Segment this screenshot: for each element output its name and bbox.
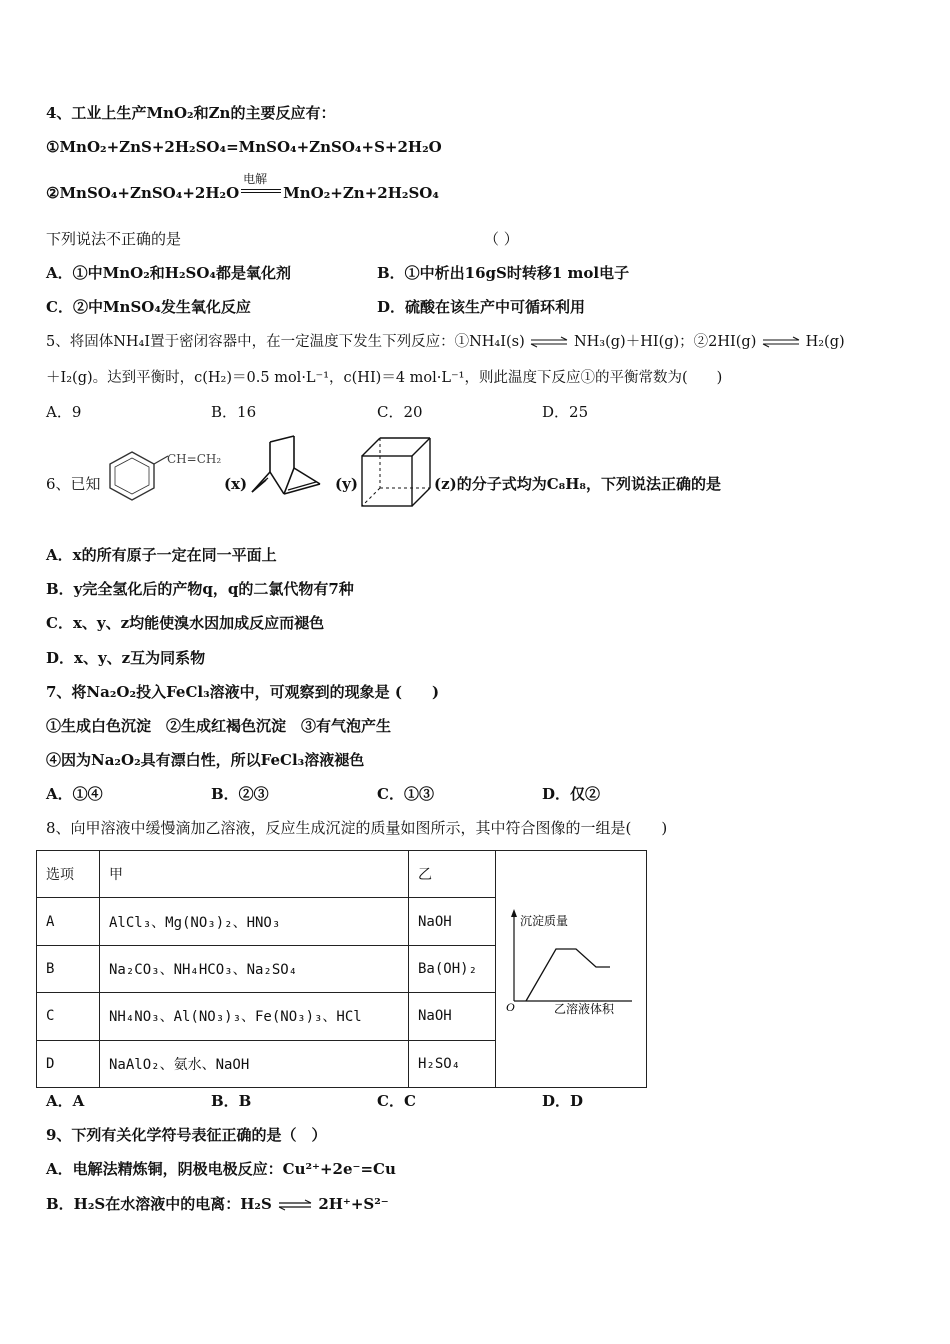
table-cell: B [37, 945, 100, 992]
q4-reaction-2 [46, 172, 439, 203]
q5-option-c: C．20 [377, 403, 423, 421]
table-cell: D [37, 1040, 100, 1087]
q6-option-a: A．x的所有原子一定在同一平面上 [46, 546, 277, 564]
q5-line-2: ＋I₂(g)。达到平衡时，c(H₂)＝0.5 mol·L⁻¹，c(HI)＝4 mol·L⁻¹，则此温度下反应①的平衡常数为( ) [46, 370, 723, 386]
electrolysis-arrow [239, 172, 283, 203]
precipitate-graph [496, 851, 646, 1087]
q4-reaction-2-right: MnO₂+Zn+2H₂SO₄ [283, 184, 439, 202]
q5-option-b: B．16 [211, 403, 257, 421]
cubane-structure-icon [356, 434, 436, 508]
barrelene-structure-icon [244, 432, 328, 500]
q6-option-d: D．x、y、z互为同系物 [46, 649, 206, 667]
table-header-row [37, 851, 647, 898]
q8-option-c: C．C [377, 1092, 416, 1110]
table-cell: H₂SO₄ [409, 1040, 496, 1087]
q4-option-a: A．①中MnO₂和H₂SO₄都是氧化剂 [46, 264, 291, 282]
graph-y-label: 沉淀质量 [520, 914, 569, 928]
table-header-cell: 甲 [100, 851, 409, 898]
styrene-vinyl-label: CH=CH₂ [167, 452, 222, 466]
table-cell: NaOH [409, 898, 496, 945]
table-cell: Na₂CO₃、NH₄HCO₃、Na₂SO₄ [100, 945, 409, 992]
q5-line-1a: 5、将固体NH₄I置于密闭容器中，在一定温度下发生下列反应：①NH₄I(s) [46, 334, 525, 350]
electrolysis-label: 电解 [243, 172, 268, 186]
q7-option-a: A．①④ [46, 785, 103, 803]
table-header-cell: 选项 [37, 851, 100, 898]
q4-option-d: D．硫酸在该生产中可循环利用 [377, 298, 586, 316]
equilibrium-arrow-icon [529, 336, 569, 348]
q6-label-z-stem: (z)的分子式均为C₈H₈，下列说法正确的是 [434, 475, 721, 493]
q4-option-c: C．②中MnSO₄发生氧化反应 [46, 298, 251, 316]
q4-title: 4、工业上生产MnO₂和Zn的主要反应有： [46, 104, 336, 122]
q7-title: 7、将Na₂O₂投入FeCl₃溶液中，可观察到的现象是 ( ) [46, 683, 440, 701]
q7-option-d: D．仅② [542, 785, 601, 803]
q8-option-b: B．B [211, 1092, 252, 1110]
q9-option-b-left: B．H₂S在水溶液中的电离：H₂S [46, 1195, 272, 1213]
table-cell: NaAlO₂、氨水、NaOH [100, 1040, 409, 1087]
table-cell: AlCl₃、Mg(NO₃)₂、HNO₃ [100, 898, 409, 945]
q4-option-b: B．①中析出16gS时转移1 mol电子 [377, 264, 630, 282]
q8-title: 8、向甲溶液中缓慢滴加乙溶液，反应生成沉淀的质量如图所示，其中符合图像的一组是( ) [46, 819, 668, 837]
q5-line-1c: H₂(g) [805, 334, 845, 350]
q5-line-1 [46, 332, 845, 352]
table-cell: C [37, 993, 100, 1040]
q7-statements-1: ①生成白色沉淀 ②生成红褐色沉淀 ③有气泡产生 [46, 717, 392, 735]
q7-option-c: C．①③ [377, 785, 434, 803]
table-cell: NaOH [409, 993, 496, 1040]
q4-reaction-2-left: ②MnSO₄+ZnSO₄+2H₂O [46, 184, 240, 202]
q5-option-a: A．9 [46, 403, 82, 421]
q9-option-a: A．电解法精炼铜，阴极电极反应：Cu²⁺+2e⁻=Cu [46, 1160, 396, 1178]
table-header-cell: 乙 [409, 851, 496, 898]
q8-option-d: D．D [542, 1092, 584, 1110]
equilibrium-arrow-icon [761, 336, 801, 348]
q8-table [36, 850, 647, 1088]
table-cell: Ba(OH)₂ [409, 945, 496, 992]
q6-option-c: C．x、y、z均能使溴水因加成反应而褪色 [46, 614, 325, 632]
q9-title: 9、下列有关化学符号表征正确的是（ ） [46, 1126, 327, 1144]
graph-x-label: 乙溶液体积 [554, 1002, 615, 1016]
table-cell: A [37, 898, 100, 945]
equilibrium-arrow-icon [277, 1199, 313, 1211]
q7-statements-2: ④因为Na₂O₂具有漂白性，所以FeCl₃溶液褪色 [46, 751, 365, 769]
q6-option-b: B．y完全氢化后的产物q，q的二氯代物有7种 [46, 580, 354, 598]
q9-option-b-right: 2H⁺+S²⁻ [318, 1195, 389, 1213]
q5-option-d: D．25 [542, 403, 589, 421]
q6-label-y: (y) [335, 475, 358, 493]
q5-line-1b: NH₃(g)＋HI(g)；②2HI(g) [573, 334, 757, 350]
q8-option-a: A．A [46, 1092, 85, 1110]
table-cell: NH₄NO₃、Al(NO₃)₃、Fe(NO₃)₃、HCl [100, 993, 409, 1040]
graph-origin-label: O [506, 1000, 515, 1014]
q8-graph-cell [496, 851, 647, 1088]
q9-option-b [46, 1194, 389, 1214]
q6-prefix: 6、已知 [46, 475, 101, 493]
q4-reaction-1: ①MnO₂+ZnS+2H₂SO₄=MnSO₄+ZnSO₄+S+2H₂O [46, 138, 442, 156]
q4-stem: 下列说法不正确的是 [46, 230, 182, 248]
q4-bracket: （ ） [484, 230, 519, 248]
q7-option-b: B．②③ [211, 785, 269, 803]
q6-label-x: (x) [224, 475, 248, 493]
